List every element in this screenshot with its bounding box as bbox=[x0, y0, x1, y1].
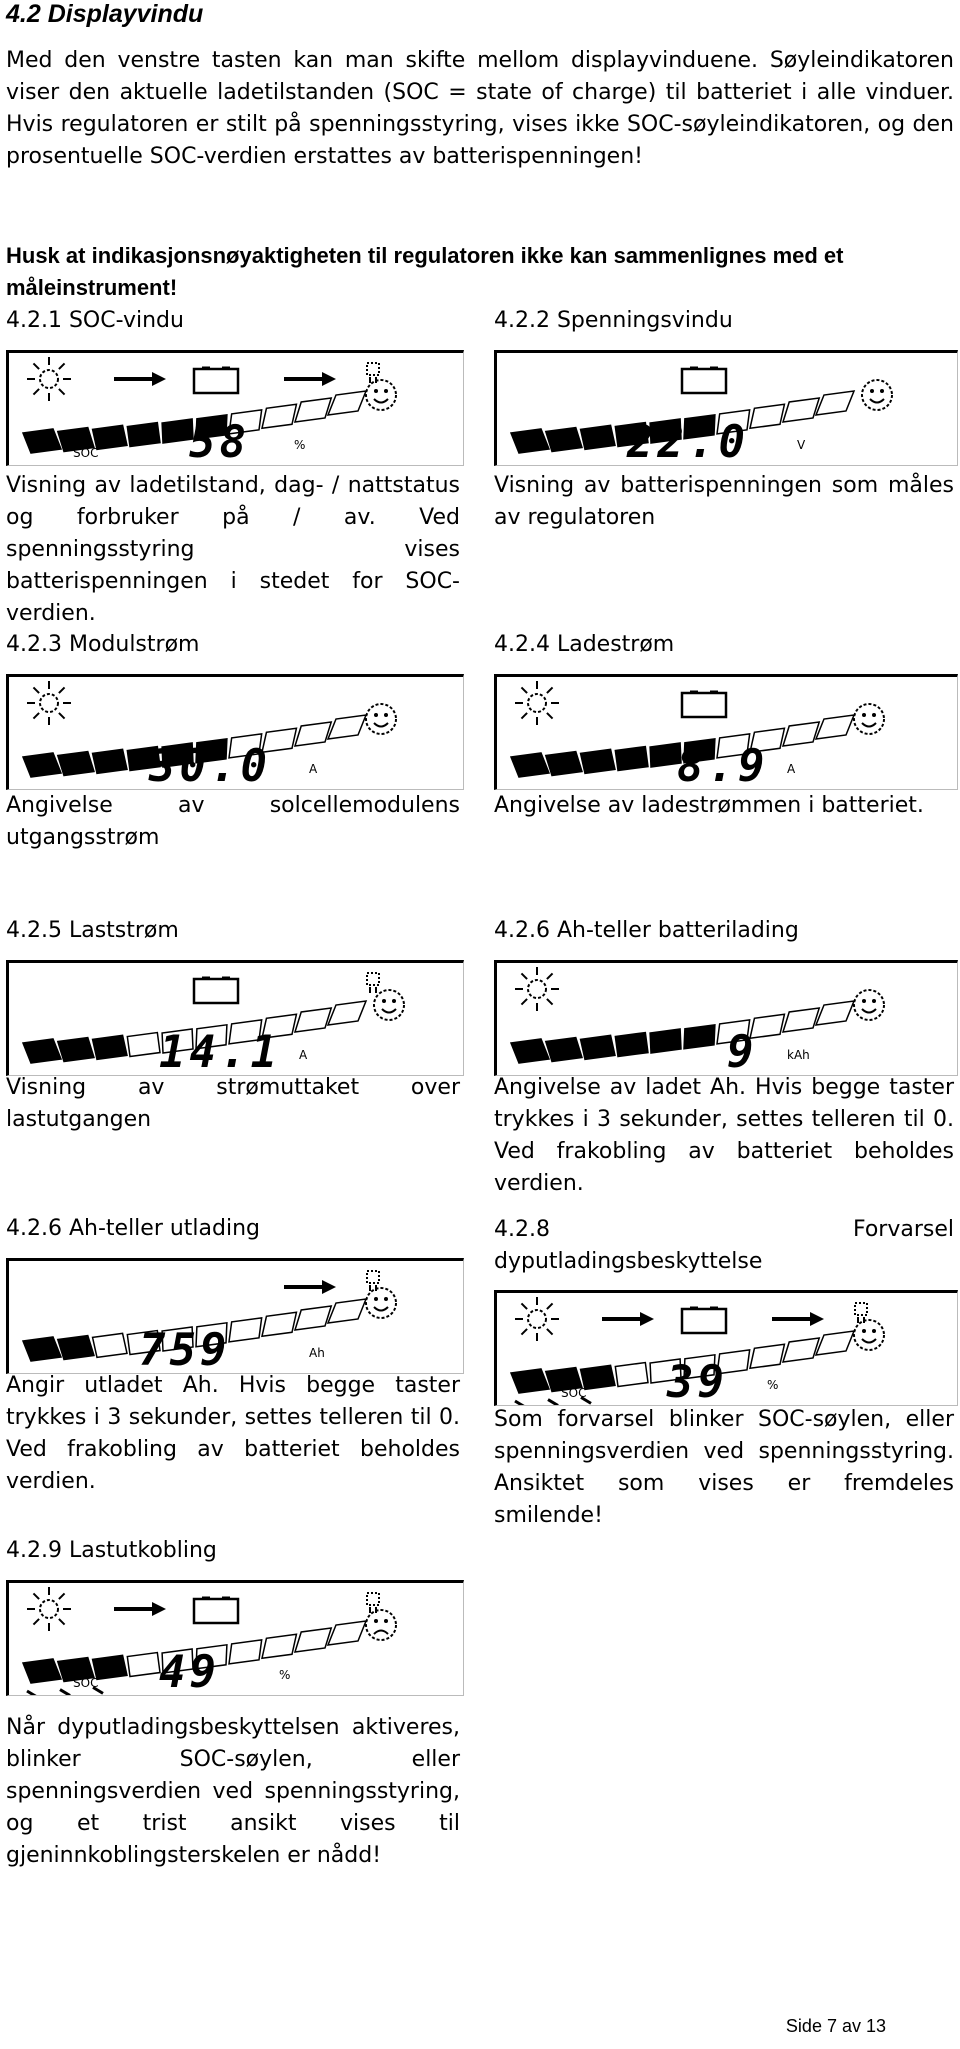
section-title-load-current: 4.2.5 Laststrøm bbox=[6, 918, 179, 943]
soc-bar-segment bbox=[328, 715, 366, 739]
soc-bar-segment bbox=[262, 1634, 296, 1658]
face-eye bbox=[862, 713, 866, 717]
face-eye bbox=[374, 713, 378, 717]
display-charge-current bbox=[494, 674, 958, 790]
lcd-load-disconnect-graphic bbox=[9, 1583, 463, 1695]
lcd-digits: 759 bbox=[139, 1325, 231, 1373]
section-title-voltage: 4.2.2 Spenningsvindu bbox=[494, 308, 733, 333]
face-mouth bbox=[374, 1307, 388, 1311]
soc-bar-segment bbox=[816, 391, 854, 415]
display-ah-charge bbox=[494, 960, 958, 1076]
unit-label: A bbox=[299, 1048, 308, 1062]
lcd-voltage-graphic bbox=[497, 353, 957, 465]
soc-bar-segment bbox=[650, 1029, 681, 1053]
lcd-digits: 30.0 bbox=[149, 741, 271, 789]
soc-label: SOC bbox=[561, 1386, 587, 1400]
section-title-ah-charge: 4.2.6 Ah-teller batterilading bbox=[494, 918, 799, 943]
soc-bar-segment bbox=[581, 749, 615, 773]
face-mouth bbox=[374, 1631, 388, 1635]
load-bulb-icon bbox=[367, 1271, 379, 1283]
display-soc-window bbox=[6, 350, 464, 466]
sun-icon bbox=[27, 681, 71, 725]
unit-label: A bbox=[309, 762, 318, 776]
battery-icon bbox=[682, 369, 726, 393]
unit-label: % bbox=[279, 1668, 291, 1682]
desc-charge-current: Angivelse av ladestrømmen i batteriet. bbox=[494, 793, 924, 818]
lcd-digits: 58 bbox=[189, 417, 250, 465]
battery-icon bbox=[682, 1309, 726, 1333]
face-mouth bbox=[862, 723, 876, 727]
smiley-face-icon bbox=[366, 380, 396, 410]
soc-bar-segment bbox=[93, 1035, 127, 1059]
load-bulb-icon bbox=[855, 1303, 867, 1315]
soc-bar-segment bbox=[58, 1038, 94, 1062]
load-bulb-icon bbox=[367, 973, 379, 985]
soc-bar-segment bbox=[127, 1653, 160, 1677]
smiley-face-icon bbox=[862, 380, 892, 410]
arrow-head-icon bbox=[152, 372, 166, 386]
battery-icon bbox=[194, 369, 238, 393]
lcd-digits: 22.0 bbox=[627, 417, 749, 465]
soc-bar-segment bbox=[783, 1338, 819, 1362]
soc-bar-segment bbox=[816, 1001, 854, 1025]
face-eye bbox=[382, 999, 386, 1003]
soc-bar-segment bbox=[511, 753, 549, 777]
soc-bar-segment bbox=[58, 752, 94, 776]
smiley-face-icon bbox=[366, 704, 396, 734]
lcd-deep-discharge-graphic bbox=[497, 1293, 957, 1405]
soc-bar-segment bbox=[615, 1363, 648, 1387]
blink-mark bbox=[27, 1691, 37, 1695]
display-load-disconnect bbox=[6, 1580, 464, 1696]
soc-bar-segment bbox=[750, 404, 784, 428]
desc-voltage: Visning av batterispenningen som måles av regulatoren bbox=[494, 473, 954, 530]
title-word: Forvarsel bbox=[852, 1217, 954, 1242]
desc-soc: Visning av ladetilstand, dag- / nattstatus og forbruker på / av. Ved spenningsstyring vises batterispenningen i stedet for SOC-verdien. bbox=[6, 473, 460, 626]
soc-bar-segment bbox=[615, 1033, 648, 1057]
face-eye bbox=[872, 713, 876, 717]
title-line-1 bbox=[494, 1214, 954, 1246]
arrow-head-icon bbox=[322, 1280, 336, 1294]
soc-bar-segment bbox=[229, 1318, 262, 1342]
intro-paragraph: Med den venstre tasten kan man skifte mellom displayvinduene. Søyleindikatoren viser den aktuelle ladetilstanden (SOC = state of charge) til batteriet i alle vinduer. Hvis regulatoren er stilt på spenningsstyring, vises ikke SOC-søyleindikatoren, og den prosentuelle SOC-verdien erstattes av batterispenningen! bbox=[6, 48, 954, 169]
face-mouth bbox=[374, 723, 388, 727]
face-eye bbox=[872, 999, 876, 1003]
soc-bar-segment bbox=[229, 1640, 262, 1664]
lcd-soc-graphic bbox=[9, 353, 463, 465]
battery-icon bbox=[194, 1599, 238, 1623]
soc-bar-segment bbox=[684, 1025, 715, 1049]
battery-icon bbox=[682, 693, 726, 717]
soc-bar-segment bbox=[262, 1312, 296, 1336]
soc-bar-segment bbox=[93, 1333, 127, 1357]
lcd-load-current-graphic bbox=[9, 963, 463, 1075]
face-eye bbox=[374, 389, 378, 393]
desc-ah-charge: Angivelse av ladet Ah. Hvis begge taster trykkes i 3 sekunder, settes telleren til 0. Ved frakobling av batteriet beholdes verdien. bbox=[494, 1075, 954, 1196]
page-footer: Side 7 av 13 bbox=[785, 2016, 886, 2036]
lcd-ah-charge-graphic bbox=[497, 963, 957, 1075]
soc-bar-segment bbox=[783, 1008, 819, 1032]
lcd-digits: 49 bbox=[159, 1647, 220, 1695]
soc-bar-segment bbox=[581, 1035, 615, 1059]
unit-label: % bbox=[294, 438, 306, 452]
title-number: 4.2.8 bbox=[494, 1217, 550, 1242]
arrow-head-icon bbox=[810, 1312, 824, 1326]
soc-bar-segment bbox=[328, 1001, 366, 1025]
face-eye bbox=[384, 1619, 388, 1623]
display-module-current bbox=[6, 674, 464, 790]
sun-icon bbox=[515, 1297, 559, 1341]
soc-bar-segment bbox=[295, 722, 331, 746]
desc-ah-discharge: Angir utladet Ah. Hvis begge taster trykkes i 3 sekunder, settes telleren til 0. Ved frakobling av batteriet beholdes verdien. bbox=[6, 1373, 460, 1494]
section-title-module-current: 4.2.3 Modulstrøm bbox=[6, 632, 200, 657]
smiley-face-icon bbox=[374, 990, 404, 1020]
face-mouth bbox=[374, 399, 388, 403]
face-eye bbox=[374, 1619, 378, 1623]
section-title-load-disconnect: 4.2.9 Lastutkobling bbox=[6, 1538, 217, 1563]
soc-bar-segment bbox=[23, 1659, 61, 1683]
face-eye bbox=[872, 1329, 876, 1333]
battery-icon bbox=[194, 979, 238, 1003]
soc-bar-segment bbox=[816, 1331, 854, 1355]
soc-label: SOC bbox=[73, 1676, 99, 1690]
arrow-head-icon bbox=[640, 1312, 654, 1326]
face-eye bbox=[880, 389, 884, 393]
soc-bar-segment bbox=[581, 425, 615, 449]
face-mouth bbox=[862, 1339, 876, 1343]
face-mouth bbox=[870, 399, 884, 403]
soc-bar-segment bbox=[23, 429, 61, 453]
page-heading: 4.2 Displayvindu bbox=[6, 0, 204, 28]
display-load-current bbox=[6, 960, 464, 1076]
sad-face-icon bbox=[366, 1610, 396, 1640]
smiley-face-icon bbox=[854, 1320, 884, 1350]
lcd-digits: 8.9 bbox=[677, 741, 769, 789]
face-eye bbox=[384, 1297, 388, 1301]
face-eye bbox=[374, 1297, 378, 1301]
section-title-soc: 4.2.1 SOC-vindu bbox=[6, 308, 184, 333]
soc-bar-segment bbox=[546, 752, 582, 776]
unit-label: % bbox=[767, 1378, 779, 1392]
load-bulb-icon bbox=[367, 363, 379, 375]
soc-bar-segment bbox=[511, 1369, 549, 1393]
soc-bar-segment bbox=[328, 1299, 366, 1323]
soc-label: SOC bbox=[73, 446, 99, 460]
soc-bar-segment bbox=[328, 1621, 366, 1645]
soc-bar-segment bbox=[546, 428, 582, 452]
soc-bar-segment bbox=[546, 1038, 582, 1062]
soc-bar-segment bbox=[23, 1039, 61, 1063]
face-mouth bbox=[382, 1009, 396, 1013]
soc-bar-segment bbox=[328, 391, 366, 415]
desc-module-current: Angivelse av solcellemodulens utgangsstrøm bbox=[6, 793, 460, 850]
section-title-deep-discharge-warning bbox=[494, 1214, 954, 1278]
face-eye bbox=[392, 999, 396, 1003]
soc-bar-segment bbox=[295, 398, 331, 422]
lcd-digits: 9 bbox=[727, 1027, 758, 1075]
soc-bar-segment bbox=[262, 404, 296, 428]
display-ah-discharge bbox=[6, 1258, 464, 1374]
sun-icon bbox=[27, 1587, 71, 1631]
section-title-charge-current: 4.2.4 Ladestrøm bbox=[494, 632, 675, 657]
soc-bar-segment bbox=[750, 1344, 784, 1368]
arrow-head-icon bbox=[322, 372, 336, 386]
soc-bar-segment bbox=[127, 423, 160, 447]
soc-bar-segment bbox=[816, 715, 854, 739]
section-title-ah-discharge: 4.2.6 Ah-teller utlading bbox=[6, 1216, 261, 1241]
soc-bar-segment bbox=[783, 398, 819, 422]
unit-label: Ah bbox=[309, 1346, 325, 1360]
lcd-ah-discharge-graphic bbox=[9, 1261, 463, 1373]
soc-bar-segment bbox=[23, 1337, 61, 1361]
sun-icon bbox=[515, 967, 559, 1011]
title-line-2: dyputladingsbeskyttelse bbox=[494, 1249, 763, 1274]
unit-label: V bbox=[797, 438, 806, 452]
soc-bar-segment bbox=[295, 1008, 331, 1032]
face-mouth bbox=[862, 1009, 876, 1013]
face-eye bbox=[862, 1329, 866, 1333]
sun-icon bbox=[515, 681, 559, 725]
desc-load-disconnect: Når dyputladingsbeskyttelsen aktiveres, blinker SOC-søylen, eller spenningsverdien ved spenningsstyring, og et trist ansikt vises til gjeninnkoblingsterskelen er nådd! bbox=[6, 1715, 460, 1868]
face-eye bbox=[870, 389, 874, 393]
face-eye bbox=[862, 999, 866, 1003]
face-eye bbox=[384, 713, 388, 717]
lcd-digits: 39 bbox=[667, 1357, 728, 1405]
soc-bar-segment bbox=[511, 1039, 549, 1063]
smiley-face-icon bbox=[854, 704, 884, 734]
face-eye bbox=[384, 389, 388, 393]
soc-bar-segment bbox=[511, 429, 549, 453]
lcd-module-current-graphic bbox=[9, 677, 463, 789]
smiley-face-icon bbox=[854, 990, 884, 1020]
load-bulb-icon bbox=[367, 1593, 379, 1605]
soc-bar-segment bbox=[93, 749, 127, 773]
sun-icon bbox=[27, 357, 71, 401]
soc-bar-segment bbox=[783, 722, 819, 746]
lcd-charge-current-graphic bbox=[497, 677, 957, 789]
soc-bar-segment bbox=[295, 1628, 331, 1652]
smiley-face-icon bbox=[366, 1288, 396, 1318]
unit-label: kAh bbox=[787, 1048, 810, 1062]
soc-bar-segment bbox=[127, 1033, 160, 1057]
desc-load-current: Visning av strømuttaket over lastutgangen bbox=[6, 1075, 460, 1132]
soc-bar-segment bbox=[23, 753, 61, 777]
blink-mark bbox=[60, 1690, 70, 1695]
display-deep-discharge-warning bbox=[494, 1290, 958, 1406]
soc-bar-segment bbox=[615, 747, 648, 771]
lcd-digits: 14.1 bbox=[159, 1027, 281, 1075]
soc-bar-segment bbox=[295, 1306, 331, 1330]
soc-bar-segment bbox=[58, 1336, 94, 1360]
arrow-head-icon bbox=[152, 1602, 166, 1616]
display-voltage-window bbox=[494, 350, 958, 466]
warning-text: Husk at indikasjonsnøyaktigheten til regulatoren ikke kan sammenlignes med et måleinstrument! bbox=[6, 243, 844, 300]
desc-deep-discharge-warning: Som forvarsel blinker SOC-søylen, eller spenningsverdien ved spenningsstyring. Ansiktet som vises er fremdeles smilende! bbox=[494, 1407, 954, 1528]
unit-label: A bbox=[787, 762, 796, 776]
